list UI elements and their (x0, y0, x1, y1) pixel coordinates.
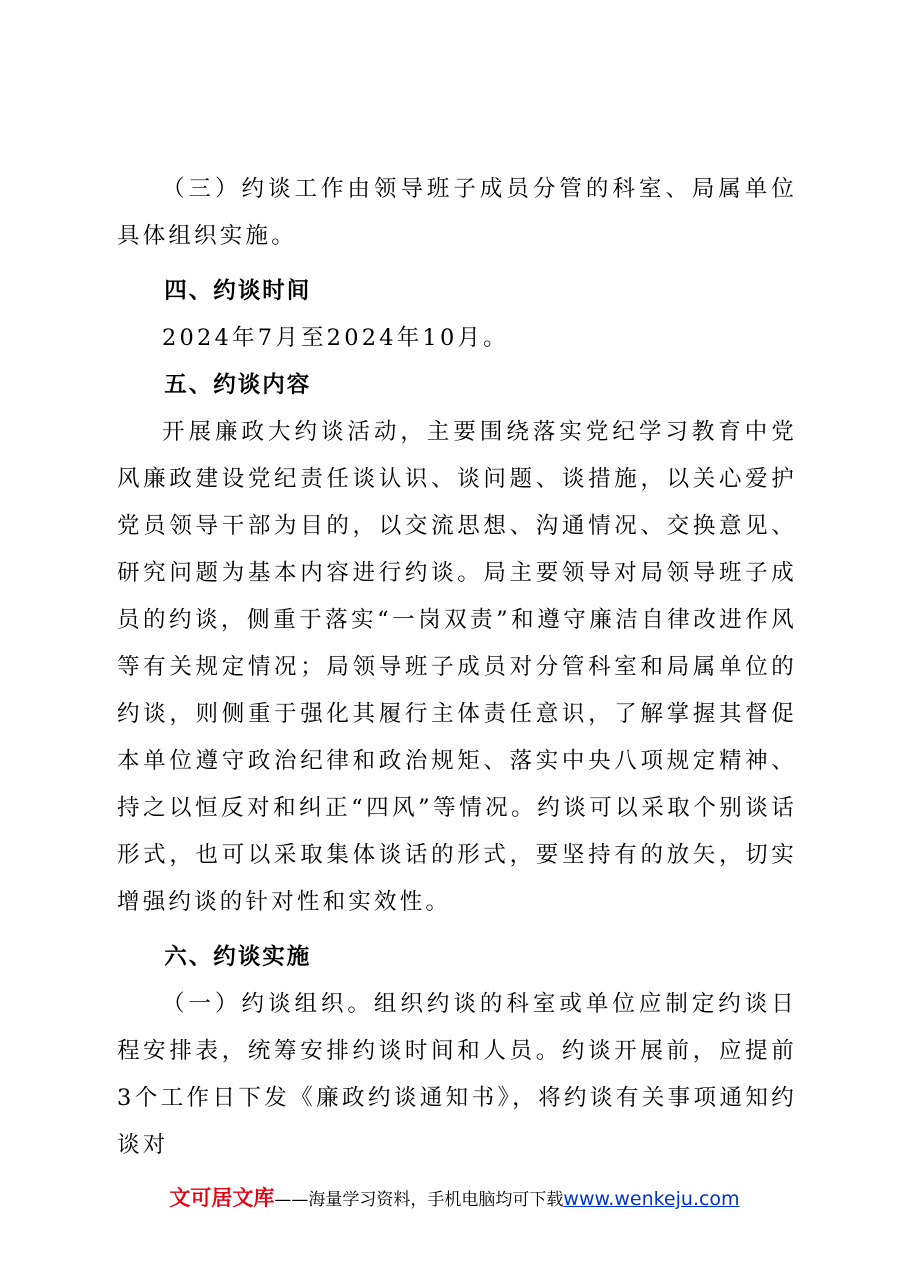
paragraph-organization: （三）约谈工作由领导班子成员分管的科室、局属单位具体组织实施。 (117, 176, 797, 249)
footer-slogan: ——海量学习资料，手机电脑均可下载 (274, 1190, 564, 1210)
paragraph-interview-organization: （一）约谈组织。组织约谈的科室或单位应制定约谈日程安排表，统筹安排约谈时间和人员。约谈开展前，应提前3个工作日下发《廉政约谈通知书》，将约谈有关事项通知约谈对 (117, 991, 797, 1158)
heading-interview-implementation: 六、约谈实施 (164, 944, 312, 970)
heading-interview-content: 五、约谈内容 (164, 372, 312, 398)
paragraph-interview-time: 2024年7月至2024年10月。 (162, 325, 509, 351)
footer-website-link[interactable]: www.wenkeju.com (563, 1188, 740, 1210)
footer-banner (0, 1182, 909, 1212)
footer-brand: 文可居文库 (169, 1186, 275, 1210)
paragraph-interview-content: 开展廉政大约谈活动，主要围绕落实党纪学习教育中党风廉政建设党纪责任谈认识、谈问题、谈措施，以关心爱护党员领导干部为目的，以交流思想、沟通情况、交换意见、研究问题为基本内容进行约谈。局主要领导对局领导班子成员的约谈，侧重于落实“一岗双责”和遵守廉洁自律改进作风等有关规定情况；局领导班子成员对分管科室和局属单位的约谈，则侧重于强化其履行主体责任意识，了解掌握其督促本单位遵守政治纪律和政治规矩、落实中央八项规定精神、持之以恒反对和纠正“四风”等情况。约谈可以采取个别谈话形式，也可以采取集体谈话的形式，要坚持有的放矢，切实增强约谈的针对性和实效性。 (117, 419, 797, 915)
heading-interview-time: 四、约谈时间 (164, 278, 312, 304)
document-body (117, 166, 797, 1169)
